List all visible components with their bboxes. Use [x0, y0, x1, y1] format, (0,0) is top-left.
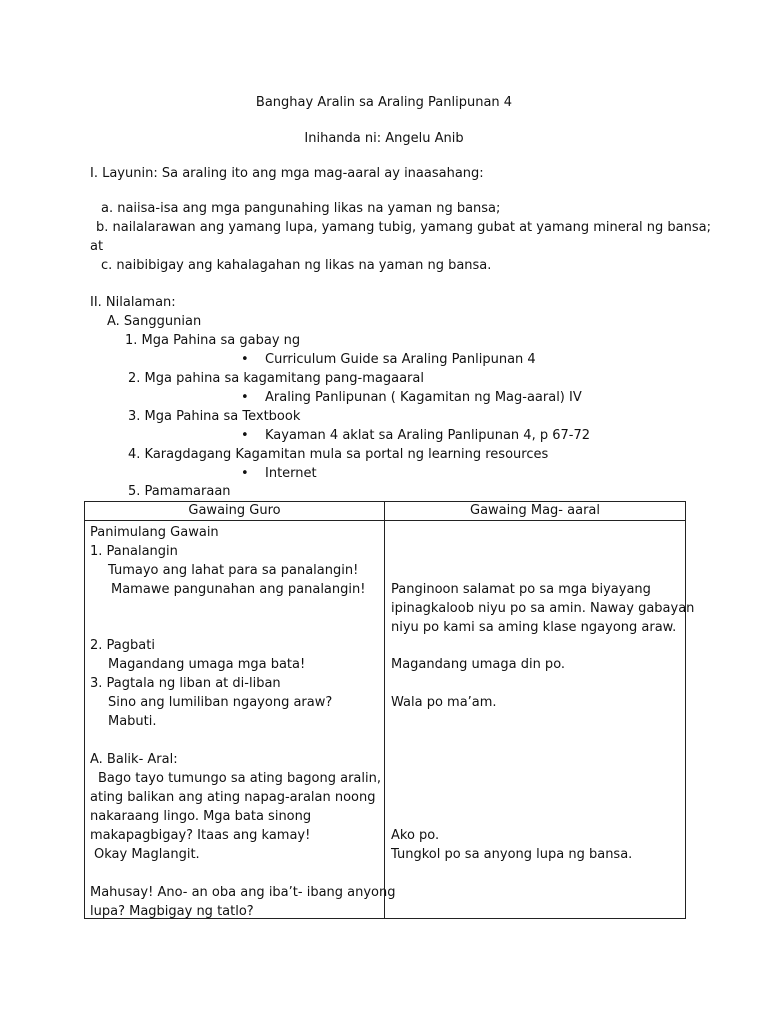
reference-bullet-2: • Araling Panlipunan ( Kagamitan ng Mag-aaral) IV	[265, 388, 582, 407]
lesson-table	[84, 501, 695, 919]
page-title: Banghay Aralin sa Araling Panlipunan 4	[255, 95, 513, 110]
reference-bullet-1: • Curriculum Guide sa Araling Panlipunan 4	[265, 350, 536, 369]
student-line: Wala po ma’am.	[391, 695, 497, 710]
content-heading: II. Nilalaman:	[90, 295, 176, 310]
teacher-line: Mahusay! Ano- an oba ang iba’t- ibang anyong	[90, 885, 396, 900]
teacher-line: ating balikan ang ating napag-aralan noong	[90, 790, 376, 805]
reference-bullet-4: • Internet	[265, 464, 317, 483]
reference-item-5: 5. Pamamaraan	[128, 484, 231, 499]
teacher-line: makapagbigay? Itaas ang kamay!	[90, 828, 311, 843]
objective-c: c. naibibigay ang kahalagahan ng likas na yaman ng bansa.	[101, 258, 492, 273]
student-line: Tungkol po sa anyong lupa ng bansa.	[391, 847, 633, 862]
student-line: niyu po kami sa aming klase ngayong araw.	[391, 620, 677, 635]
reference-bullet-3: • Kayaman 4 aklat sa Araling Panlipunan 4, p 67-72	[265, 426, 590, 445]
header-teacher-activity: Gawaing Guro	[85, 502, 385, 521]
reference-item-4: 4. Karagdagang Kagamitan mula sa portal ng learning resources	[128, 447, 549, 462]
prepared-by: Inihanda ni: Angelu Anib	[304, 131, 464, 146]
teacher-line: A. Balik- Aral:	[90, 752, 178, 767]
teacher-line: nakaraang lingo. Mga bata sinong	[90, 809, 312, 824]
reference-item-2: 2. Mga pahina sa kagamitang pang-magaaral	[128, 371, 424, 386]
teacher-line: Magandang umaga mga bata!	[108, 657, 306, 672]
reference-item-3: 3. Mga Pahina sa Textbook	[128, 409, 301, 424]
references-heading: A. Sanggunian	[107, 314, 202, 329]
teacher-line: 2. Pagbati	[90, 638, 155, 653]
student-line: Magandang umaga din po.	[391, 657, 566, 672]
student-line: Ako po.	[391, 828, 440, 843]
objectives-heading: I. Layunin: Sa araling ito ang mga mag-aaral ay inaasahang:	[90, 166, 484, 181]
teacher-line: lupa? Magbigay ng tatlo?	[90, 904, 254, 919]
student-activity-cell	[385, 521, 695, 919]
teacher-activity-cell	[85, 521, 396, 919]
teacher-line: Mabuti.	[108, 714, 157, 729]
teacher-line: Tumayo ang lahat para sa panalangin!	[108, 563, 359, 578]
teacher-line: Mamawe pangunahan ang panalangin!	[111, 582, 366, 597]
teacher-line: 1. Panalangin	[90, 544, 178, 559]
objective-a: a. naiisa-isa ang mga pangunahing likas na yaman ng bansa;	[101, 201, 501, 216]
teacher-line: Okay Maglangit.	[94, 847, 200, 862]
student-line: Panginoon salamat po sa mga biyayang	[391, 582, 651, 597]
reference-item-1: 1. Mga Pahina sa gabay ng	[125, 333, 301, 348]
header-student-activity: Gawaing Mag- aaral	[385, 502, 686, 521]
objective-b-continued: at	[90, 239, 104, 254]
teacher-line: 3. Pagtala ng liban at di-liban	[90, 676, 281, 691]
teacher-line: Panimulang Gawain	[90, 525, 219, 540]
teacher-line: Sino ang lumiliban ngayong araw?	[108, 695, 333, 710]
teacher-line: Bago tayo tumungo sa ating bagong aralin,	[98, 771, 381, 786]
objective-b: b. nailalarawan ang yamang lupa, yamang tubig, yamang gubat at yamang mineral ng bansa;	[96, 220, 711, 235]
student-line: ipinagkaloob niyu po sa amin. Naway gabayan	[391, 601, 695, 616]
